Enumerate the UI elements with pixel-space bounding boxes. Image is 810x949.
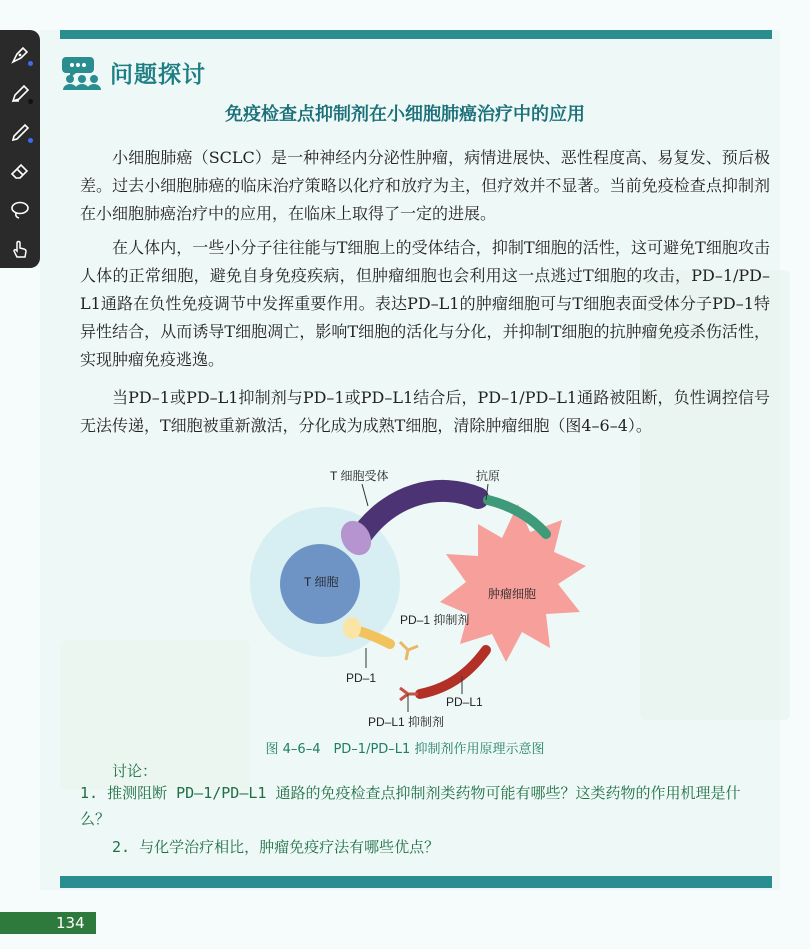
pencil-color-dot: [28, 138, 33, 143]
discussion-label: 讨论：: [112, 762, 158, 780]
top-divider-bar: [60, 30, 772, 39]
pencil-tool[interactable]: [5, 115, 35, 150]
pd1-pathway-diagram: [250, 462, 610, 742]
eraser-icon: [9, 160, 31, 182]
fountain-pen-tool[interactable]: [5, 38, 35, 73]
pen-color-dot: [28, 61, 33, 66]
figure-caption: 图 4–6–4 PD–1/PD–L1 抑制剂作用原理示意图: [265, 742, 545, 757]
pdl1-molecule: [420, 650, 486, 694]
highlighter-tool[interactable]: [5, 77, 35, 112]
discussion-question-2: 2. 与化学治疗相比，肿瘤免疫疗法有哪些优点？: [112, 838, 440, 856]
touch-hand-tool[interactable]: [5, 231, 35, 266]
section-header: [60, 52, 206, 92]
label-antigen: 抗原: [476, 469, 501, 483]
paragraph-3: 当PD–1或PD–L1抑制剂与PD–1或PD–L1结合后，PD–1/PD–L1通路被阻断，负性调控信号无法传递，T细胞被重新激活，分化成为成熟T细胞，清除肿瘤细胞（图4–6–4）。: [80, 388, 770, 435]
label-t-receptor: T 细胞受体: [330, 469, 389, 483]
t-cell-receptor: [358, 491, 478, 540]
lasso-tool[interactable]: [5, 193, 35, 228]
paragraph-2: 在人体内，一些小分子往往能与T细胞上的受体结合，抑制T细胞的活性，这可避免T细胞攻击人体的正常细胞，避免自身免疫疾病，但肿瘤细胞也会利用这一点逃过T细胞的攻击，PD–1/PD–L1通路在负性免疫调节中发挥重要作用。表达PD–L1的肿瘤细胞可与T细胞表面受体分子PD–1特异性结合，从而诱导T细胞凋亡，影响T细胞的活化与分化，并抑制T细胞的抗肿瘤免疫杀伤活性，实现肿瘤免疫逃逸。: [80, 238, 770, 369]
label-pd1-inhibitor: PD–1 抑制剂: [400, 613, 470, 627]
touch-hand-icon: [9, 238, 31, 260]
eraser-tool[interactable]: [5, 154, 35, 189]
label-pd1: PD–1: [346, 671, 377, 685]
discussion-group-icon: [60, 53, 104, 91]
tumor-cell-shape: [440, 504, 586, 662]
pd1-inhibitor-antibody: [400, 642, 418, 660]
label-pdl1: PD–L1: [446, 695, 483, 709]
label-pdl1-inhibitor: PD–L1 抑制剂: [368, 715, 445, 729]
bottom-divider-bar: [60, 876, 772, 888]
lasso-icon: [9, 199, 31, 221]
annotation-toolbar: [0, 30, 40, 268]
label-tumor-cell: 肿瘤细胞: [488, 587, 537, 601]
page-number: 134: [56, 914, 85, 932]
label-t-cell: T 细胞: [304, 575, 339, 589]
discussion-question-1: 1. 推测阻断 PD–1/PD–L1 通路的免疫检查点抑制剂类药物可能有哪些？这类药物的作用机理是什么？: [80, 784, 741, 828]
highlighter-color-dot: [28, 99, 33, 104]
section-title: 问题探讨: [110, 61, 206, 88]
paragraph-1: 小细胞肺癌（SCLC）是一种神经内分泌性肿瘤，病情进展快、恶性程度高、易复发、预后极差。过去小细胞肺癌的临床治疗策略以化疗和放疗为主，但疗效并不显著。当前免疫检查点抑制剂在小细胞肺癌治疗中的应用，在临床上取得了一定的进展。: [80, 148, 770, 223]
article-title: 免疫检查点抑制剂在小细胞肺癌治疗中的应用: [225, 104, 585, 125]
pdl1-inhibitor-antibody: [400, 688, 418, 700]
